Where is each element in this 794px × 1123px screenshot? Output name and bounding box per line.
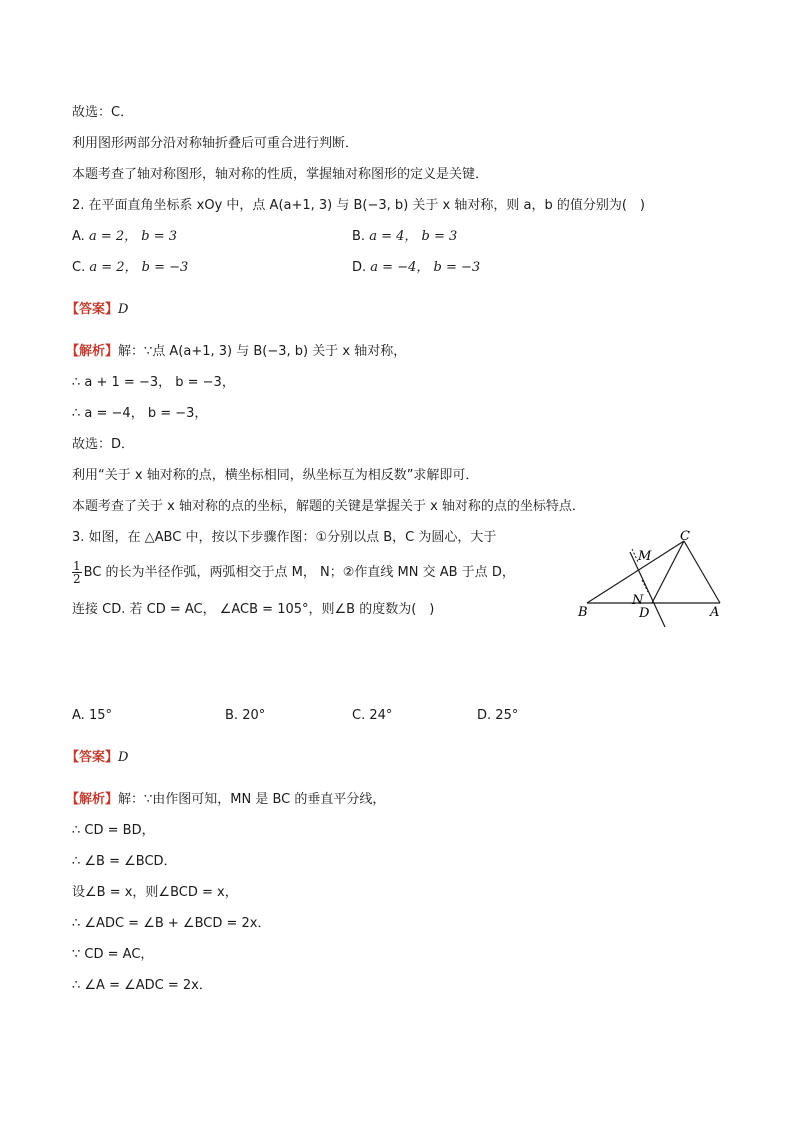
label-n: N (632, 593, 644, 608)
q3-analysis-line-4: ∴ ∠ADC = ∠B + ∠BCD = 2x． (72, 916, 271, 931)
q2-answer-value: D (118, 302, 129, 317)
q3-option-a-text: 15° (88, 708, 112, 723)
q3-fraction-numerator: 1 (73, 559, 81, 573)
q3-option-c-text: 24° (369, 708, 393, 723)
q2-option-d-label: D. (352, 260, 367, 275)
q3-option-a-label: A. (72, 708, 85, 723)
label-m: M (638, 549, 652, 564)
q3-option-b (225, 707, 265, 725)
prev-choice-line: 故选：C． (72, 105, 134, 120)
q2-option-a (72, 228, 177, 246)
q2-option-a-text: a = 2， b = 3 (88, 229, 177, 244)
q3-analysis-first (66, 791, 385, 809)
q3-analysis-line-3: 设∠B = x，则∠BCD = x， (72, 885, 238, 900)
q3-answer-tag: 【答案】 (66, 750, 119, 765)
q2-analysis-first (66, 343, 406, 361)
q2-option-c-label: C. (72, 260, 86, 275)
q3-analysis-line-0: 解：∵由作图可知，MN 是 BC 的垂直平分线， (118, 792, 386, 807)
label-a: A (710, 605, 720, 620)
segment-ca (684, 541, 720, 603)
q3-analysis-line-2: ∴ ∠B = ∠BCD． (72, 854, 177, 869)
q2-analysis-line-2: ∴ a = −4， b = −3， (72, 406, 208, 421)
prev-summary-line: 本题考查了轴对称图形，轴对称的性质，掌握轴对称图形的定义是关键． (72, 167, 489, 182)
arc-n (642, 580, 648, 592)
q2-option-c-text: a = 2， b = −3 (89, 260, 189, 275)
q3-triangle-figure (572, 530, 732, 630)
q3-fraction (72, 560, 82, 585)
q2-answer-tag: 【答案】 (66, 302, 119, 317)
q2-analysis-line-4: 利用“关于 x 轴对称的点，横坐标相同，纵坐标互为相反数”求解即可． (72, 468, 479, 483)
q3-answer-value: D (118, 750, 129, 765)
q3-option-c-label: C. (352, 708, 366, 723)
q2-option-c (72, 259, 188, 277)
q3-fraction-denominator: 2 (73, 572, 81, 586)
label-c: C (680, 530, 690, 544)
q3-analysis-line-6: ∴ ∠A = ∠ADC = 2x． (72, 978, 212, 993)
q3-stem-line1: 3. 如图，在 △ABC 中，按以下步骤作图：①分别以点 B，C 为圆心，大于 (72, 530, 497, 545)
q2-analysis-line-3: 故选：D． (72, 437, 135, 452)
q3-option-c (352, 707, 392, 725)
q3-stem-line2-wrap (72, 560, 515, 586)
q3-stem-line2: BC 的长为半径作弧，两弧相交于点 M， N；②作直线 MN 交 AB 于点 D， (83, 565, 515, 580)
prev-method-line: 利用图形两部分沿对称轴折叠后可重合进行判断． (72, 136, 359, 151)
q3-answer (66, 749, 128, 767)
q2-analysis-line-5: 本题考查了关于 x 轴对称的点的坐标，解题的关键是掌握关于 x 轴对称的点的坐标特点． (72, 499, 585, 514)
q3-analysis-line-5: ∵ CD = AC， (72, 947, 154, 962)
q2-option-a-label: A. (72, 229, 85, 244)
q2-analysis-line-1: ∴ a + 1 = −3， b = −3， (72, 375, 235, 390)
q2-answer (66, 301, 128, 319)
q3-stem-line3: 连接 CD. 若 CD = AC， ∠ACB = 105°，则∠B 的度数为( ) (72, 602, 435, 617)
q3-option-d-label: D. (477, 708, 492, 723)
label-b: B (578, 605, 588, 620)
q3-option-d (477, 707, 518, 725)
q2-option-d-text: a = −4， b = −3 (370, 260, 481, 275)
q3-analysis-tag: 【解析】 (66, 792, 119, 807)
q2-analysis-line-0: 解：∵点 A(a+1, 3) 与 B(−3, b) 关于 x 轴对称， (118, 344, 407, 359)
q3-option-d-text: 25° (495, 708, 519, 723)
segment-cd (652, 541, 684, 603)
q2-analysis-tag: 【解析】 (66, 344, 119, 359)
q2-option-d (352, 259, 480, 277)
q2-option-b-text: a = 4， b = 3 (369, 229, 458, 244)
q3-analysis-line-1: ∴ CD = BD， (72, 823, 155, 838)
q3-option-b-label: B. (225, 708, 239, 723)
label-d: D (639, 606, 650, 621)
q2-stem: 2. 在平面直角坐标系 xOy 中，点 A(a+1, 3) 与 B(−3, b) 关于 x 轴对称，则 a，b 的值分别为( ) (72, 198, 645, 213)
q2-option-b (352, 228, 457, 246)
q3-option-b-text: 20° (242, 708, 266, 723)
q2-option-b-label: B. (352, 229, 366, 244)
q3-option-a (72, 707, 112, 725)
